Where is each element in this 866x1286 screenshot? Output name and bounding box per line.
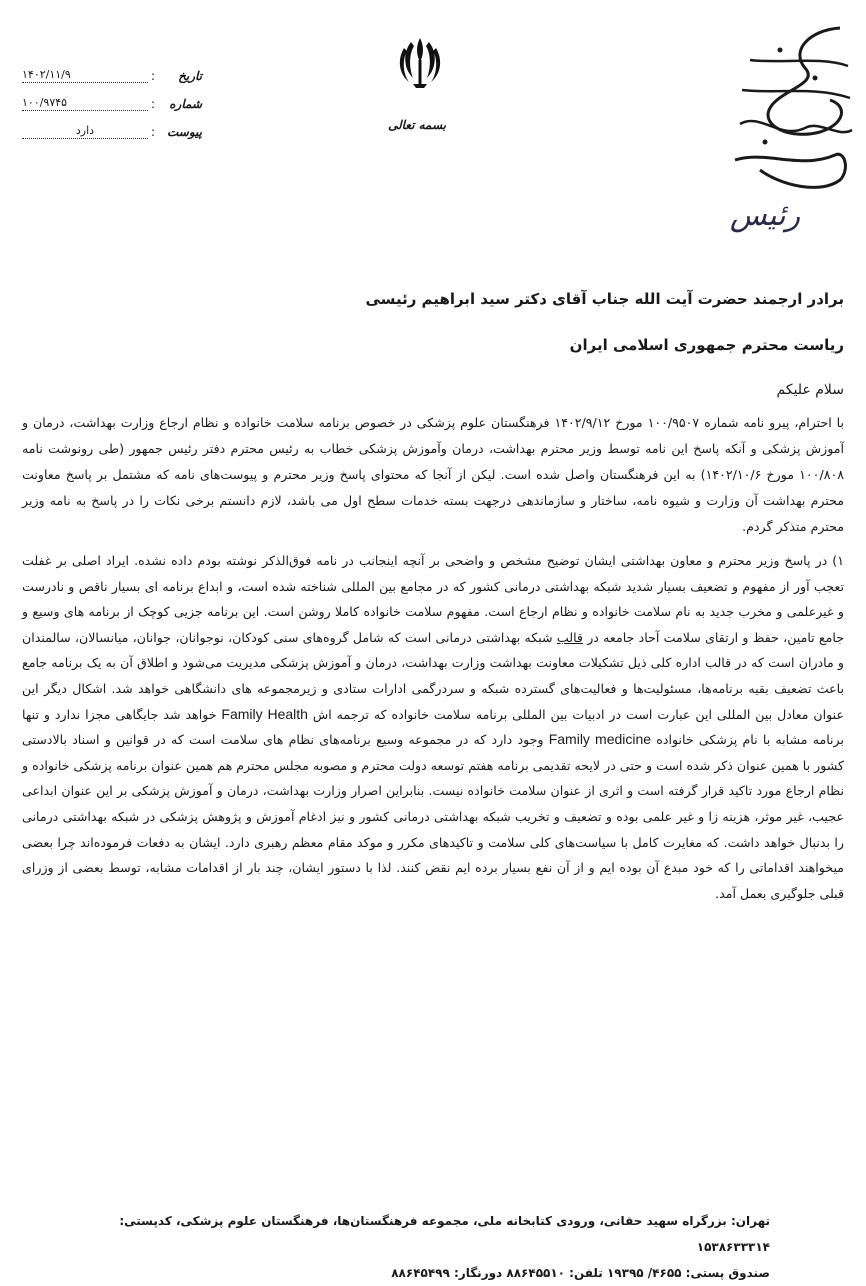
footer-address: تهران: بزرگراه سهید حقانی، ورودی کتابخانه ملی، مجموعه فرهنگستان‌ها، فرهنگستان علوم پزشکی، کدپستی: ۱۵۳۸۶۳۳۳۱۴: [119, 1214, 770, 1254]
footer-contact: صندوق پستی: ۴۶۵۵/ ۱۹۳۹۵ تلفن: ۸۸۶۴۵۵۱۰ دورنگار: ۸۸۶۴۵۴۹۹: [391, 1266, 770, 1280]
date-value: ۱۴۰۲/۱۱/۹: [22, 68, 148, 83]
letter-footer: [80, 1208, 770, 1286]
number-value: ۱۰۰/۹۷۴۵: [22, 96, 148, 111]
letter-meta: [22, 55, 202, 139]
academy-logo-icon: [720, 20, 855, 195]
number-label: شماره: [169, 97, 202, 111]
basmala: بسمه تعالی: [387, 118, 447, 132]
date-row: تاریخ : ۱۴۰۲/۱۱/۹: [22, 68, 202, 83]
attachment-value: دارد: [22, 124, 148, 139]
recipient-line-1: برادر ارجمند حضرت آیت الله جناب آقای دکتر سید ابراهیم رئیسی: [365, 290, 844, 308]
paragraph-1: با احترام، پیرو نامه شماره ۱۰۰/۹۵۰۷ مورخ ۱۴۰۲/۹/۱۲ فرهنگستان علوم پزشکی در خصوص برنامه سلامت خانواده و نظام ارجاع وزارت بهداشت، درمان و آموزش پزشکی و آنکه پاسخ این نامه توسط وزیر محترم بهداشت، درمان وآموزش پزشکی خطاب به رئیس محترم دفتر رئیس جمهور (طی رونوشت نامه ۱۰۰/۸۰۸ مورخ ۱۴۰۲/۱۰/۶) به این فرهنگستان واصل شده است. لیکن از آنجا که محتوای پاسخ وزیر محترم و پیوست‌های نامه که مشتمل بر پاسخ معاونت محترم بهداشت آن وزارت و شیوه نامه، ساختار و سازماندهی درجهت بسته خدمات سطح اول می باشد، لازم دانستم برخی نکات را در پاسخ به نامه وزیر محترم متذکر گردم.: [22, 415, 844, 534]
number-row: شماره : ۱۰۰/۹۷۴۵: [22, 96, 202, 111]
letter-body: [22, 290, 844, 906]
greeting: سلام علیکم: [776, 382, 844, 398]
attachment-row: پیوست : دارد: [22, 111, 202, 139]
term-family-health: Family Health: [221, 705, 308, 722]
attachment-label: پیوست: [167, 125, 202, 139]
iran-emblem-icon: [395, 34, 445, 94]
date-label: تاریخ: [178, 69, 202, 83]
term-family-medicine: Family medicine: [548, 731, 652, 748]
underlined-word: قالب: [556, 629, 583, 645]
recipient-line-2: ریاست محترم جمهوری اسلامی ایران: [569, 336, 844, 354]
role-title: رئیس: [729, 198, 801, 233]
paragraph-2: ۱) در پاسخ وزیر محترم و معاون بهداشتی ایشان توضیح مشخص و واضحی بر آنچه اینجانب در نامه فوق‌الذکر نوشته بودم داده نشده. ایراد اصلی بر غفلت تعجب آور از مفهوم و تضعیف بسیار شدید شبکه بهداشتی درمانی کشور که در مجامع بین المللی شناخته شده است، و ابداع برنامه ای بسیار ناقص و نادرست و غیرعلمی و مخرب جدید به نام سلامت خانواده و نظام ارجاع است. مفهوم سلامت خانواده کاملا روشن است. این برنامه جزیی کوچک از برنامه های وسیع و جامع تامین، حفظ و ارتقای سلامت آحاد جامعه در قالب شبکه بهداشتی درمانی است که شامل گروه‌های سنی کودکان، نوجوانان، جوانان، میانسالان، سالمندان و مادران است که در قالب اداره کلی ذیل تشکیلات معاونت بهداشت وزارت بهداشت، درمان و آموزش پزشکی مدیریت می‌شود و اطلاق آن به یک برنامه جامع باعث تضعیف بقیه برنامه‌ها، مسئولیت‌ها و فعالیت‌های گسترده شبکه و سردرگمی ادارات ستادی و زیرمجموعه های دانشگاهی خواهد شد. اشکال دیگر این عنوان معادل بین المللی این عبارت است در ادبیات بین المللی برنامه سلامت خانواده که ترجمه اش Family Health خواهد شد جایگاهی مجزا ندارد و تنها برنامه مشابه با نام پزشکی خانواده Family medicine وجود دارد که در مجموعه وسیع برنامه‌های نظام های سلامت است که در قوانین و اسناد بالادستی کشور با همین عنوان ذکر شده است و حتی در لایحه تقدیمی برنامه هفتم توسعه دولت محترم و مصوبه مجلس محترم هم همین عنوان برنامه پزشکی خانواده و نظام ارجاع مورد تاکید قرار گرفته است و اثری از عنوان سلامت خانواده نیست. بنابراین اصرار وزارت بهداشت، درمان و آموزش پزشکی بر این عنوان ابداعی عجیب، غیر موثر، هزینه زا و غیر علمی بوده و تضعیف و تخریب شبکه بهداشتی درمانی کشور و نیز ادغام آموزش و پژوهش پزشکی در شبکه بهداشتی درمانی را بدنبال خواهد داشت. که مغایرت کامل با سیاست‌های کلی سلامت و تاکیدهای مکرر و موکد مقام معظم رهبری دارد. ایشان به دفعات فرموده‌اند چرا بعضی میخواهند اقداماتی را که خود مبدع آن بوده ایم و از آن نفع بسیار برده ایم نقض کنند. لذا با دستور ایشان، چند بار از اقدامات مشابه، توسط بعضی از وزرای قبلی جلوگیری بعمل آمد.: [22, 553, 845, 901]
